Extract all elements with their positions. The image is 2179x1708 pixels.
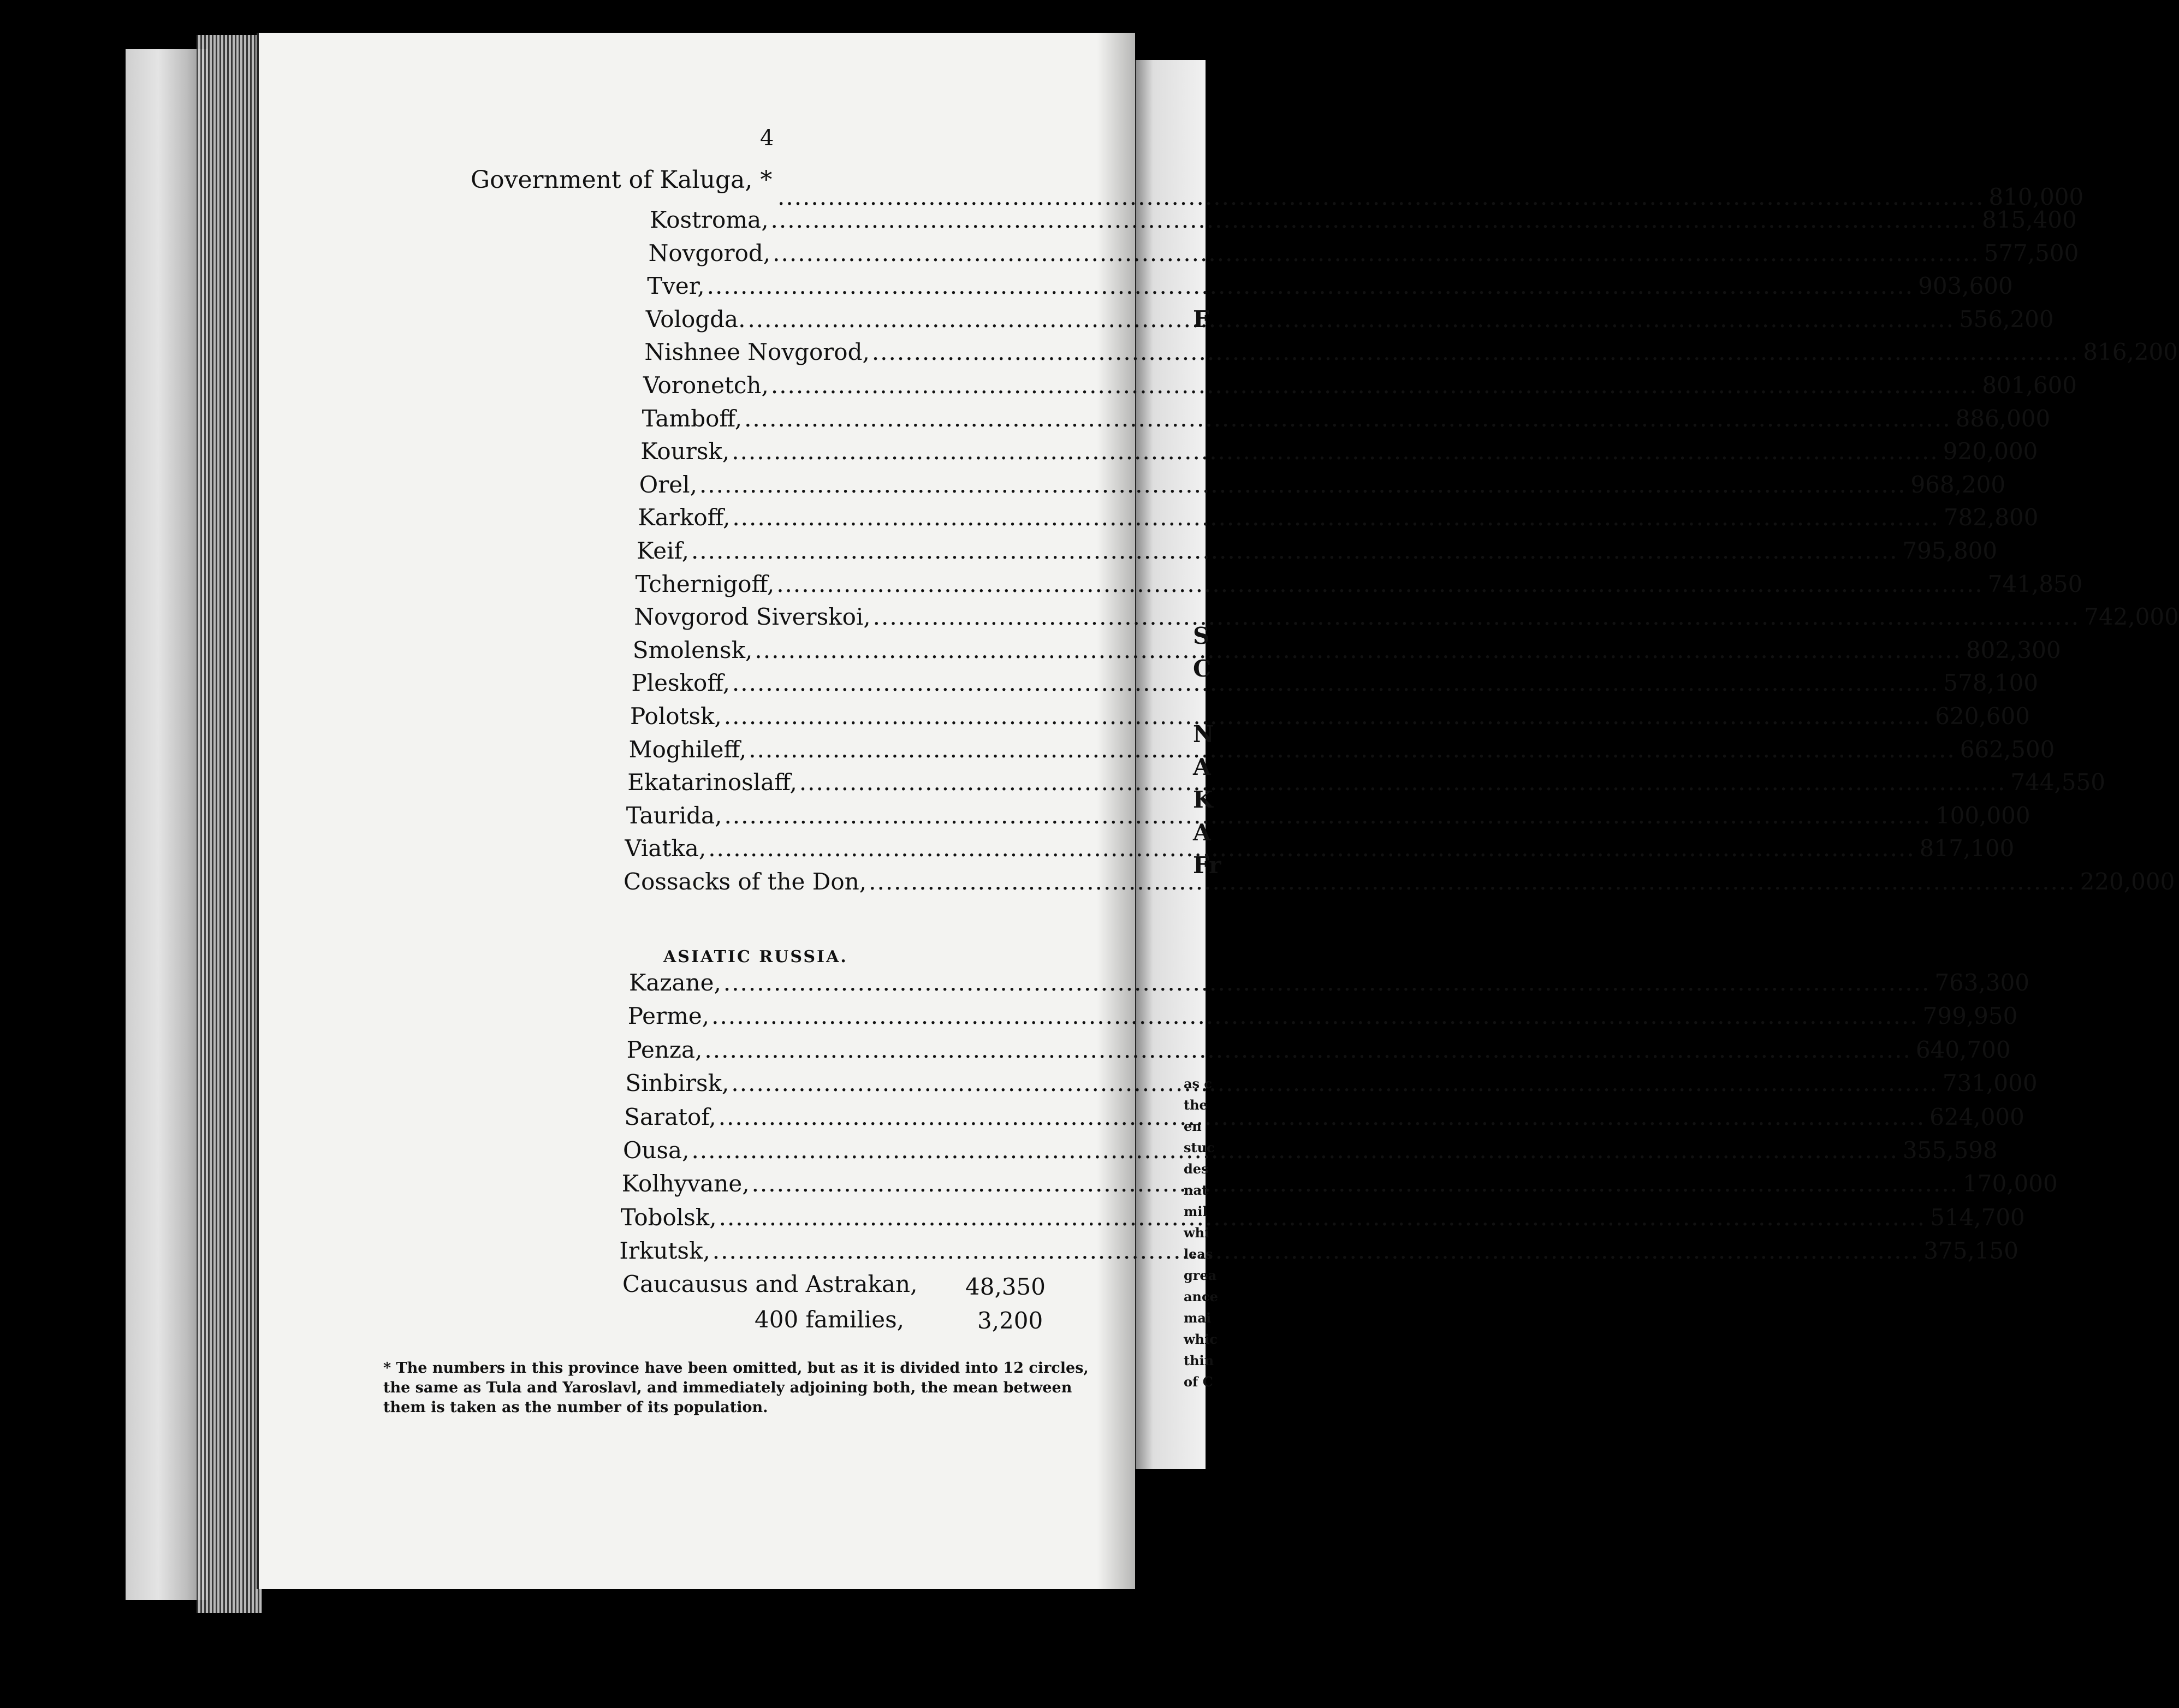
population-row bbox=[629, 969, 2030, 1000]
leader-dots bbox=[704, 1036, 1911, 1063]
region-name: Voronetch, bbox=[643, 372, 769, 399]
facing-page-letter: A bbox=[1193, 819, 1211, 846]
facing-page-footnote-fragment: ance bbox=[1184, 1289, 1218, 1304]
region-name: Nishnee Novgorod, bbox=[644, 339, 870, 366]
leader-dots bbox=[708, 835, 1915, 862]
page-edges bbox=[197, 35, 262, 1613]
region-name: Moghileff, bbox=[628, 736, 747, 763]
leader-dots bbox=[711, 1003, 1918, 1029]
region-name: Sinbirsk, bbox=[625, 1070, 729, 1097]
population-row bbox=[632, 636, 2061, 667]
leader-dots bbox=[749, 736, 1955, 763]
population-row bbox=[626, 1036, 2011, 1067]
region-name: Pleskoff, bbox=[631, 669, 730, 697]
region-name: Ekatarinoslaff, bbox=[627, 769, 797, 796]
population-value: 810,000 bbox=[1988, 183, 2084, 210]
families-name: 400 families, bbox=[755, 1306, 904, 1333]
region-name: Kostroma, bbox=[650, 206, 769, 233]
region-name: Karkoff, bbox=[638, 504, 731, 531]
population-value: 968,200 bbox=[1910, 471, 2006, 498]
leader-dots bbox=[691, 537, 1898, 564]
population-row bbox=[647, 272, 2013, 303]
facing-page-letter: Fr bbox=[1193, 852, 1221, 879]
population-value: 903,600 bbox=[1918, 272, 2013, 300]
population-value: 100,000 bbox=[1935, 802, 2030, 829]
scan-background-strip bbox=[126, 49, 207, 1600]
page-number: 4 bbox=[760, 126, 774, 151]
region-name: Irkutsk, bbox=[619, 1237, 710, 1265]
population-value: 801,600 bbox=[1982, 372, 2077, 399]
facing-page-footnote-fragment: mil bbox=[1184, 1203, 1208, 1219]
population-row bbox=[626, 802, 2030, 833]
population-row bbox=[624, 868, 2175, 899]
population-value: 763,300 bbox=[1934, 969, 2030, 996]
facing-page-letter: A bbox=[1193, 754, 1211, 780]
region-name: Tver, bbox=[647, 272, 705, 300]
population-value: 375,150 bbox=[1923, 1237, 2018, 1265]
population-row bbox=[627, 769, 2105, 799]
population-row bbox=[644, 339, 2178, 369]
population-value: 815,400 bbox=[1982, 206, 2077, 233]
population-value: 662,500 bbox=[1960, 736, 2055, 763]
population-value: 170,000 bbox=[1963, 1170, 2058, 1197]
population-row bbox=[645, 305, 2054, 336]
population-value: 920,000 bbox=[1943, 438, 2038, 465]
leader-dots bbox=[724, 703, 1931, 730]
asiatic-russia-heading: ASIATIC RUSSIA. bbox=[663, 947, 848, 966]
leader-dots bbox=[755, 637, 1961, 663]
facing-page-footnote-fragment: stuc bbox=[1184, 1140, 1215, 1155]
population-row bbox=[638, 504, 2039, 535]
region-name: Tchernigoff, bbox=[635, 570, 775, 597]
population-row bbox=[643, 372, 2077, 402]
facing-page-letter: S bbox=[1193, 622, 1210, 649]
facing-page-letter: C bbox=[1193, 655, 1212, 682]
leader-dots bbox=[771, 206, 1978, 233]
facing-page-footnote-fragment: en bbox=[1184, 1118, 1202, 1134]
region-name: Novgorod, bbox=[648, 239, 771, 266]
population-value: 886,000 bbox=[1955, 405, 2051, 432]
leader-dots bbox=[747, 306, 1954, 333]
facing-page-footnote-fragment: thin bbox=[1184, 1353, 1214, 1368]
population-row bbox=[650, 206, 2077, 237]
region-name: Ousa, bbox=[623, 1137, 690, 1164]
leader-dots bbox=[732, 669, 1939, 696]
region-name: Smolensk, bbox=[632, 636, 753, 663]
population-value: 620,600 bbox=[1935, 703, 2030, 730]
region-name: Viatka, bbox=[625, 835, 706, 862]
government-label: Government of Kaluga, * bbox=[471, 166, 773, 194]
facing-page-footnote-fragment: whic bbox=[1184, 1331, 1218, 1347]
leader-dots bbox=[872, 339, 2079, 365]
leader-dots bbox=[776, 571, 1983, 597]
facing-page-footnote-fragment: nat bbox=[1184, 1182, 1208, 1198]
leader-dots bbox=[773, 240, 1979, 266]
population-value: 816,200 bbox=[2083, 339, 2178, 366]
population-value: 817,100 bbox=[1919, 835, 2015, 862]
population-value: 624,000 bbox=[1929, 1103, 2024, 1130]
region-name: Kazane, bbox=[629, 969, 721, 996]
population-row bbox=[642, 405, 2051, 436]
facing-page-footnote-fragment: as c bbox=[1184, 1076, 1213, 1092]
population-row bbox=[640, 438, 2038, 468]
region-name: Orel, bbox=[639, 471, 697, 498]
population-value: 578,100 bbox=[1943, 669, 2039, 697]
population-value: 802,300 bbox=[1966, 636, 2061, 663]
population-value: 799,950 bbox=[1922, 1003, 2018, 1030]
leader-dots bbox=[873, 603, 2080, 630]
leader-dots bbox=[732, 504, 1939, 531]
region-name: Tamboff, bbox=[642, 405, 743, 432]
leader-dots bbox=[707, 272, 1914, 299]
population-value: 220,000 bbox=[2080, 868, 2175, 895]
facing-page-footnote-fragment: the bbox=[1184, 1097, 1208, 1113]
families-value: 3,200 bbox=[977, 1307, 1043, 1334]
population-value: 744,550 bbox=[2010, 769, 2105, 796]
leader-dots bbox=[744, 405, 1951, 432]
leader-dots bbox=[752, 1170, 1958, 1197]
region-name: Taurida, bbox=[626, 802, 722, 829]
population-row bbox=[637, 537, 1998, 568]
leader-dots bbox=[719, 1204, 1926, 1231]
population-row bbox=[639, 471, 2006, 502]
leader-dots bbox=[724, 802, 1931, 829]
region-name: Novgorod Siverskoi, bbox=[634, 603, 871, 631]
population-value: 514,700 bbox=[1930, 1203, 2025, 1231]
leader-dots bbox=[869, 868, 2075, 895]
leader-dots bbox=[691, 1137, 1898, 1164]
region-name: Cossacks of the Don, bbox=[624, 868, 867, 895]
facing-page-letter: F bbox=[1193, 306, 1209, 333]
leader-dots bbox=[771, 372, 1978, 399]
leader-dots bbox=[713, 1237, 1919, 1264]
region-name: Polotsk, bbox=[630, 703, 722, 730]
region-name: Koursk, bbox=[640, 438, 730, 465]
population-row bbox=[648, 239, 2079, 270]
leader-dots bbox=[732, 438, 1938, 465]
region-name: Kolhyvane, bbox=[621, 1170, 750, 1197]
region-name: Tobolsk, bbox=[620, 1203, 717, 1231]
leader-dots bbox=[731, 1070, 1938, 1096]
population-value: 731,000 bbox=[1942, 1070, 2038, 1097]
facing-page-footnote-fragment: mai bbox=[1184, 1310, 1212, 1326]
caucasus-value: 48,350 bbox=[965, 1273, 1046, 1300]
population-row bbox=[625, 835, 2015, 865]
region-name: Keif, bbox=[637, 537, 689, 564]
population-value: 795,800 bbox=[1902, 537, 1998, 564]
facing-page-footnote-fragment: grea bbox=[1184, 1267, 1217, 1283]
leader-dots bbox=[799, 769, 2006, 796]
facing-page-footnote-fragment: des bbox=[1184, 1161, 1209, 1177]
caucasus-name: Caucausus and Astrakan, bbox=[622, 1271, 918, 1297]
population-row bbox=[631, 669, 2039, 700]
population-value: 742,000 bbox=[2084, 603, 2179, 631]
region-name: Perme, bbox=[627, 1003, 710, 1030]
population-value: 782,800 bbox=[1943, 504, 2039, 531]
population-value: 556,200 bbox=[1958, 305, 2054, 333]
facing-page-letter: N bbox=[1193, 721, 1214, 748]
population-value: 577,500 bbox=[1984, 239, 2079, 266]
population-row bbox=[630, 703, 2030, 733]
population-row bbox=[635, 570, 2083, 601]
population-row bbox=[628, 736, 2055, 767]
facing-page-footnote-fragment: whi bbox=[1184, 1225, 1210, 1241]
region-name: Saratof, bbox=[624, 1103, 716, 1130]
population-value: 640,700 bbox=[1915, 1036, 2011, 1063]
facing-page-letter: K bbox=[1193, 786, 1213, 813]
region-name: Penza, bbox=[626, 1036, 703, 1063]
leader-dots bbox=[723, 969, 1930, 996]
leader-dots bbox=[719, 1104, 1925, 1130]
leader-dots bbox=[699, 471, 1906, 498]
population-value: 355,598 bbox=[1902, 1137, 1998, 1164]
facing-page-footnote-fragment: leas bbox=[1184, 1246, 1213, 1262]
population-row bbox=[627, 1003, 2018, 1033]
facing-page-footnote-fragment: of C bbox=[1184, 1374, 1213, 1390]
population-value: 741,850 bbox=[1987, 570, 2083, 597]
footnote: * The numbers in this province have been omitted, but as it is divided into 12 circles, the same as Tula and Yaroslavl, and immediately adjoining both, the mean between them is taken as the number of its population. bbox=[383, 1360, 1089, 1416]
region-name: Vologda. bbox=[645, 305, 746, 333]
population-row bbox=[634, 603, 2179, 634]
